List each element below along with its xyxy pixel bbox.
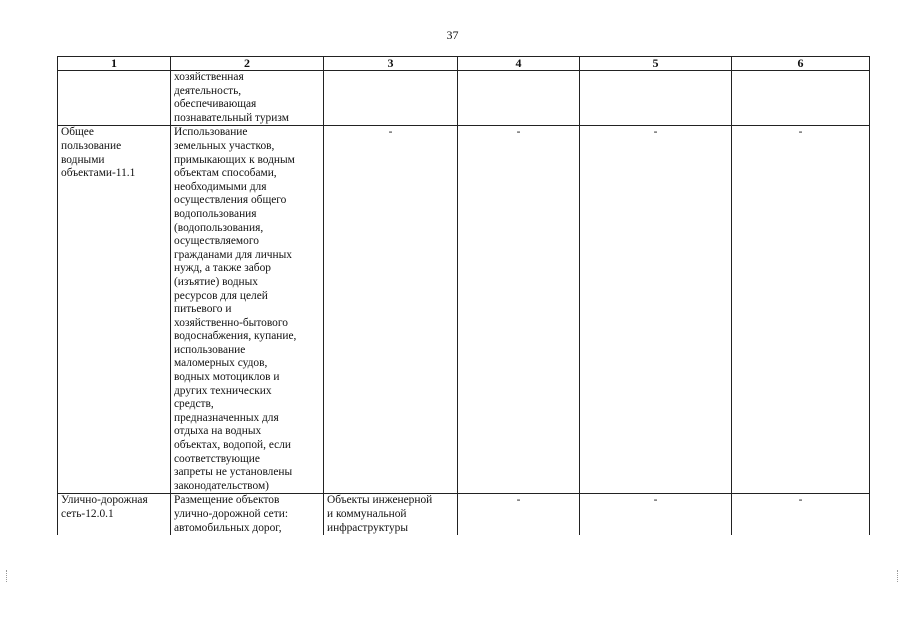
- use-type-description: хозяйственная деятельность, обеспечивающая познавательный туризм: [171, 71, 324, 126]
- page-number: 37: [446, 28, 459, 42]
- cell-col-6: [732, 71, 870, 126]
- use-type-description: Использование земельных участков, примыкающих к водным объектам способами, необходимыми для осуществления общего водопользования (водопользования, осуществляемого гражданами для личных нужд, а также забор (изъятие) водных ресурсов для целей питьевого и хозяйственно-бытового водоснабжения, купание, использование маломерных судов, водных мотоциклов и других технических средств, предназначенных для отдыха на водных объектах, водопой, если соответствующие запреты не установлены законодательством): [171, 126, 324, 494]
- cell-col-5: [580, 71, 732, 126]
- left-edge-mark: [6, 570, 8, 582]
- cell-col-3: Объекты инженерной и коммунальной инфраструктуры: [324, 494, 458, 535]
- header-cell-6: 6: [732, 57, 870, 71]
- header-cell-4: 4: [458, 57, 580, 71]
- header-cell-2: 2: [171, 57, 324, 71]
- header-cell-5: 5: [580, 57, 732, 71]
- use-type-name: Общее пользование водными объектами-11.1: [58, 126, 171, 494]
- cell-col-4: [458, 71, 580, 126]
- table-row: [58, 71, 870, 126]
- cell-col-3: -: [324, 126, 458, 494]
- use-type-description: Размещение объектов улично-дорожной сети: автомобильных дорог,: [171, 494, 324, 535]
- header-row: [58, 57, 870, 71]
- cell-col-3: [324, 71, 458, 126]
- use-type-name: Улично-дорожная сеть-12.0.1: [58, 494, 171, 535]
- cell-col-4: -: [458, 126, 580, 494]
- cell-col-5: -: [580, 126, 732, 494]
- table-row: [58, 494, 870, 535]
- table-row: [58, 126, 870, 494]
- cell-col-6: -: [732, 494, 870, 535]
- header-cell-3: 3: [324, 57, 458, 71]
- header-cell-1: 1: [58, 57, 171, 71]
- cell-col-6: -: [732, 126, 870, 494]
- cell-col-5: -: [580, 494, 732, 535]
- use-type-name: [58, 71, 171, 126]
- cell-col-4: -: [458, 494, 580, 535]
- right-edge-mark: [897, 570, 899, 582]
- regulations-table: [57, 56, 870, 535]
